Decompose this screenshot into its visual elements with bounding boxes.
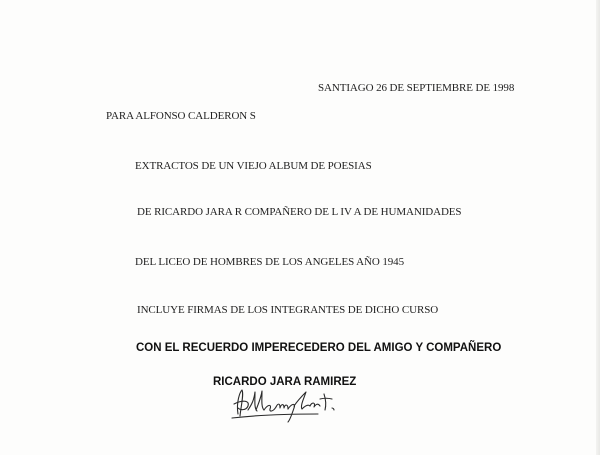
- body-line-album: EXTRACTOS DE UN VIEJO ALBUM DE POESIAS: [135, 160, 372, 172]
- body-line-signatures: INCLUYE FIRMAS DE LOS INTEGRANTES DE DICHO CURSO: [137, 304, 439, 316]
- handwritten-signature-icon: [228, 384, 348, 424]
- body-line-author: DE RICARDO JARA R COMPAÑERO DE L IV A DE HUMANIDADES: [137, 206, 462, 218]
- body-line-school: DEL LICEO DE HOMBRES DE LOS ANGELES AÑO 1945: [135, 256, 404, 268]
- date-line: SANTIAGO 26 DE SEPTIEMBRE DE 1998: [318, 82, 515, 94]
- paper-edge-shadow: [596, 0, 600, 455]
- dedication-line: CON EL RECUERDO IMPERECEDERO DEL AMIGO Y COMPAÑERO: [136, 342, 502, 354]
- recipient-line: PARA ALFONSO CALDERON S: [106, 110, 256, 122]
- signer-name: RICARDO JARA RAMIREZ: [213, 376, 357, 388]
